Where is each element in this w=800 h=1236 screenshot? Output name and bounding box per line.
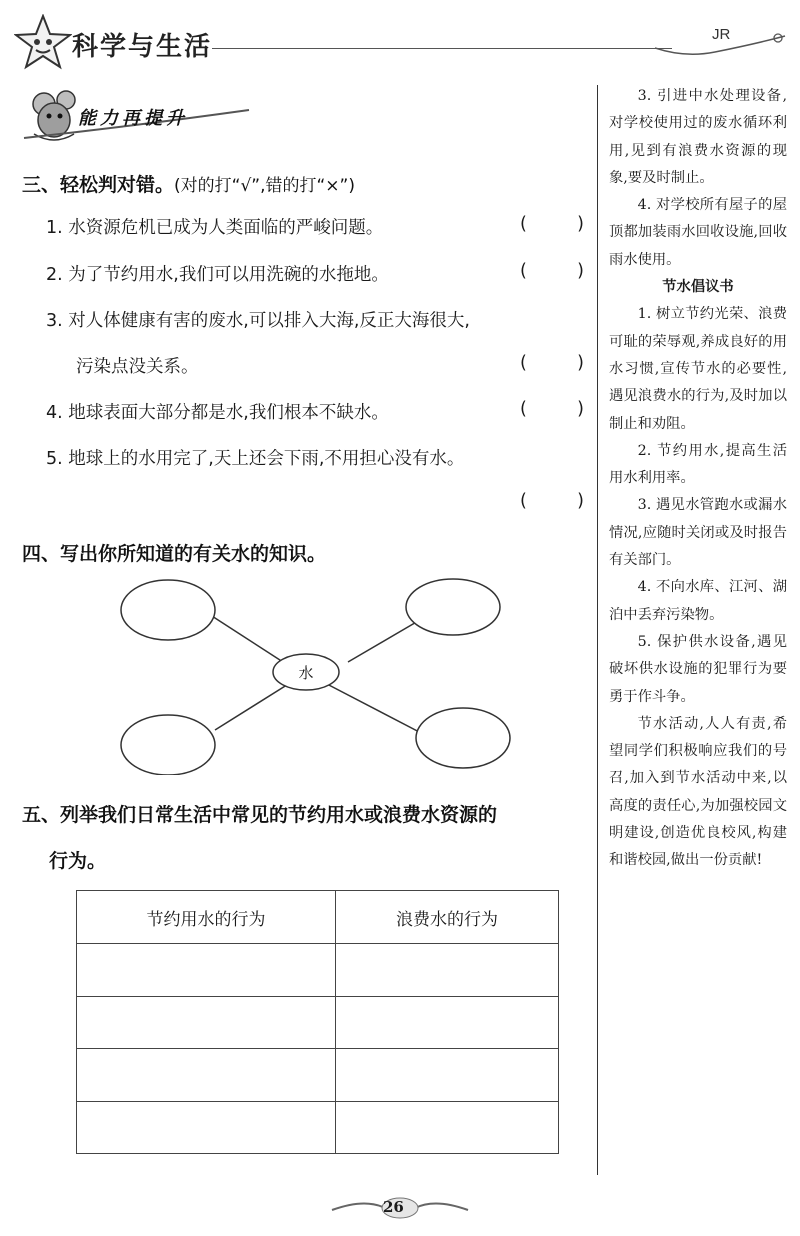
answer-blank-4[interactable]: ( ) <box>520 399 584 419</box>
table-cell[interactable] <box>77 1101 336 1154</box>
question-3-line-2: 污染点没关系。 <box>76 357 199 377</box>
table-row <box>77 1101 559 1154</box>
question-3-line-1: 3. 对人体健康有害的废水,可以排入大海,反正大海很大, <box>46 311 470 331</box>
table-cell[interactable] <box>77 1049 336 1102</box>
connector-top-right <box>348 617 425 662</box>
connector-bottom-left <box>215 683 290 730</box>
sidebar-paragraph: 4. 不向水库、江河、湖泊中丢弃污染物。 <box>609 579 787 623</box>
star-mascot-icon <box>14 14 72 72</box>
center-label: 水 <box>298 664 314 682</box>
section-3-title: 三、轻松判对错。 <box>22 174 175 196</box>
sidebar-paragraph: 3. 引进中水处理设备,对学校使用过的废水循环利用,见到有浪费水资源的现象,要及时制止。 <box>609 88 787 186</box>
answer-blank-3[interactable]: ( ) <box>520 353 584 373</box>
table-row <box>77 1049 559 1102</box>
question-4: 4. 地球表面大部分都是水,我们根本不缺水。 <box>46 403 389 423</box>
table-cell[interactable] <box>336 944 559 997</box>
answer-blank-2[interactable]: ( ) <box>520 261 584 281</box>
section-5-heading-line-1: 五、列举我们日常生活中常见的节约用水或浪费水资源的 <box>22 804 498 826</box>
header-rule <box>212 48 672 49</box>
water-mind-map <box>110 575 590 775</box>
table-cell[interactable] <box>77 996 336 1049</box>
answer-blank-1[interactable]: ( ) <box>520 214 584 234</box>
page-number: 26 <box>383 1198 404 1216</box>
table-cell[interactable] <box>336 1049 559 1102</box>
connector-bottom-right <box>325 683 425 735</box>
bubble-top-left[interactable] <box>121 580 215 640</box>
question-1: 1. 水资源危机已成为人类面临的严峻问题。 <box>46 218 384 238</box>
sidebar-text <box>609 83 787 875</box>
table-row <box>77 996 559 1049</box>
question-5: 5. 地球上的水用完了,天上还会下雨,不用担心没有水。 <box>46 449 465 469</box>
question-2: 2. 为了节约用水,我们可以用洗碗的水拖地。 <box>46 265 389 285</box>
table-header-row <box>77 891 559 944</box>
behaviors-table <box>76 890 559 1154</box>
subject-title: 科学与生活 <box>72 32 213 62</box>
sidebar-paragraph: 4. 对学校所有屋子的屋顶都加装雨水回收设施,回收雨水使用。 <box>609 197 787 268</box>
section-3-instruction: (对的打“√”,错的打“×”) <box>174 176 355 196</box>
sidebar-paragraph: 节水活动,人人有责,希望同学们积极响应我们的号召,加入到节水活动中来,以高度的责任心,为加强校园文明建设,创造优良校风,构建和谐校园,做出一份贡献! <box>609 715 787 869</box>
section-logo-title: 能力再提升 <box>78 108 188 129</box>
section-5-heading-line-2: 行为。 <box>49 850 107 872</box>
sidebar-paragraph: 2. 节约用水,提高生活用水利用率。 <box>609 442 787 487</box>
sidebar-paragraph: 5. 保护供水设备,遇见破坏供水设施的犯罪行为要勇于作斗争。 <box>609 633 787 705</box>
answer-blank-5[interactable]: ( ) <box>520 491 584 511</box>
table-cell[interactable] <box>336 996 559 1049</box>
table-row <box>77 944 559 997</box>
sidebar-title: 节水倡议书 <box>662 279 734 296</box>
sidebar-paragraph: 1. 树立节约光荣、浪费可耻的荣辱观,养成良好的用水习惯,宣传节水的必要性,遇见浪费水的行为,及时加以制止和劝阻。 <box>609 306 787 432</box>
edition-label: JR <box>712 26 731 43</box>
column-header-saving: 节约用水的行为 <box>77 891 336 944</box>
bubble-bottom-left[interactable] <box>121 715 215 775</box>
bubble-bottom-right[interactable] <box>416 708 510 768</box>
section-4-heading: 四、写出你所知道的有关水的知识。 <box>22 543 327 565</box>
column-header-wasting: 浪费水的行为 <box>336 891 559 944</box>
table-cell[interactable] <box>336 1101 559 1154</box>
section-3-heading <box>22 170 355 197</box>
column-divider <box>597 85 598 1175</box>
table-cell[interactable] <box>77 944 336 997</box>
bubble-top-right[interactable] <box>406 579 500 635</box>
sidebar-paragraph: 3. 遇见水管跑水或漏水情况,应随时关闭或及时报告有关部门。 <box>609 497 787 569</box>
